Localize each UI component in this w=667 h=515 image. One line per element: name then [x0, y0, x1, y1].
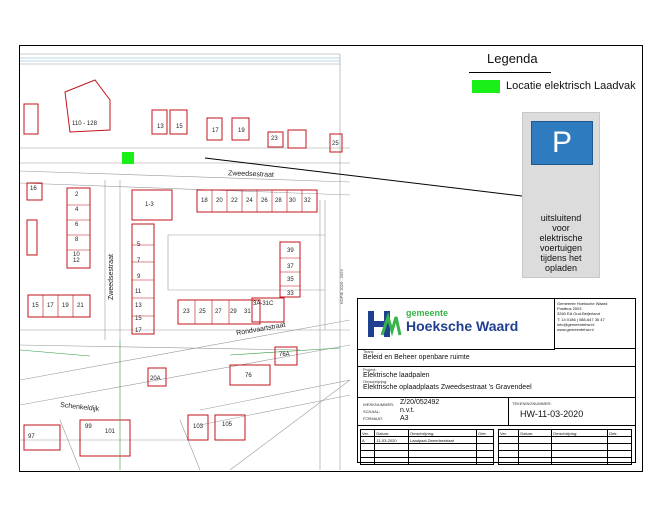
meta-row — [358, 398, 635, 426]
description-value: Elektrische oplaadplaats Zweedsestraat 's Gravendeel — [363, 384, 532, 391]
house-number: 28 — [275, 198, 282, 204]
brand-top: gemeente — [406, 308, 449, 318]
house-number: 21 — [77, 303, 84, 309]
house-number: 2 — [75, 192, 79, 198]
sign-line: opladen — [544, 263, 578, 273]
house-number: 8 — [75, 237, 79, 243]
house-number: 9 — [137, 274, 141, 280]
house-number: 7 — [137, 258, 141, 264]
house-number: 19 — [238, 128, 245, 134]
sign-line: voertuigen — [539, 243, 583, 253]
team-row — [358, 349, 635, 367]
sign-line: uitsluitend — [540, 213, 582, 223]
project-value: Elektrische laadpalen — [363, 372, 430, 379]
table-header: Datum: — [375, 430, 409, 437]
house-number: 16 — [30, 186, 37, 192]
hw-logo-icon — [362, 305, 402, 345]
table-header: Omschrijving: — [409, 430, 477, 437]
address-block — [555, 299, 635, 349]
house-number: 20 — [216, 198, 223, 204]
legend-title: Legenda — [487, 51, 538, 66]
house-number: 25 — [332, 141, 339, 147]
revision-table-right — [498, 429, 632, 465]
sign-line: elektrische — [539, 233, 583, 243]
table-cell — [477, 437, 494, 444]
parking-sign — [522, 112, 600, 278]
table-row — [499, 451, 632, 458]
house-number: 105 — [222, 422, 233, 428]
team-value: Beleid en Beheer openbare ruimte — [363, 354, 470, 361]
house-number: 27 — [215, 309, 222, 315]
house-number: 23 — [183, 309, 190, 315]
logo-area — [358, 299, 555, 350]
meta-label: SCHAAL: — [363, 409, 381, 414]
house-number: 5 — [137, 242, 141, 248]
project-row — [358, 367, 635, 398]
house-number: 17 — [47, 303, 54, 309]
charging-spot-marker — [122, 152, 134, 164]
building-outlines — [24, 80, 342, 456]
house-number: 37 — [287, 264, 294, 270]
table-row — [361, 430, 494, 437]
table-row — [499, 437, 632, 444]
house-number: 1-3 — [145, 202, 154, 208]
table-header: Ver. — [361, 430, 375, 437]
house-number: 13 — [135, 303, 142, 309]
description-caption: Omschrijving: — [363, 379, 388, 384]
meta-divider — [508, 398, 509, 426]
house-number: 29 — [230, 309, 237, 315]
house-number: 4 — [75, 207, 79, 213]
house-number: 103 — [193, 424, 204, 430]
house-number: 12 — [73, 258, 80, 264]
table-row — [361, 437, 494, 444]
house-number: 10 — [73, 252, 80, 258]
team-caption: Team: — [363, 349, 374, 354]
meta-label: FORMAAT: — [363, 416, 383, 421]
address-line: 3260 EA Oud-Beijerland — [557, 311, 600, 317]
address-line: T: 14 0186 | 088-647 36 47 — [557, 316, 605, 322]
street-name: Schenkeldijk — [59, 401, 100, 414]
address-line: Postbus 2003 — [557, 306, 582, 312]
house-number: 17 — [135, 328, 142, 334]
house-number: 11 — [135, 289, 142, 295]
house-number: 15 — [135, 316, 142, 322]
house-number: 24 — [246, 198, 253, 204]
house-number: 39 — [287, 248, 294, 254]
table-header: Omschrijving: — [552, 430, 608, 437]
house-number: 18 — [201, 198, 208, 204]
parking-p-icon: P — [531, 121, 593, 165]
sign-line: tijdens het — [540, 253, 582, 263]
house-number: 30 — [289, 198, 296, 204]
house-number: 17 — [212, 128, 219, 134]
house-number: 13 — [157, 124, 164, 130]
house-number: 23 — [271, 136, 278, 142]
project-caption: Project: — [363, 367, 377, 372]
legend-label: Locatie elektrisch Laadvak — [506, 80, 636, 92]
house-number: 15 — [176, 124, 183, 130]
table-cell: 11-03-2020 — [375, 437, 409, 444]
house-number: 31 — [244, 309, 251, 315]
street-name: Rondvaartstraat — [235, 321, 287, 338]
street-name: Zweedsestraat — [108, 254, 115, 300]
drawing-number: HW-11-03-2020 — [520, 409, 584, 419]
table-header: Getr. — [607, 430, 631, 437]
table-cell: Laadpaal Zweedsestraat — [409, 437, 477, 444]
house-number: 76A — [279, 352, 290, 358]
revision-table-left — [360, 429, 494, 465]
table-row — [499, 444, 632, 451]
side-text: KOPIE 2020 - 2023 — [339, 269, 344, 304]
title-block — [357, 298, 636, 463]
table-header: Datum: — [519, 430, 552, 437]
house-number: 20A — [150, 376, 161, 382]
table-header: Getr. — [477, 430, 494, 437]
street-name: Zweedsestraat — [227, 170, 275, 179]
house-number: 110 - 128 — [72, 121, 97, 127]
house-number: 6 — [75, 222, 79, 228]
house-number: 25 — [199, 309, 206, 315]
format: A3 — [400, 415, 409, 422]
sign-line: voor — [552, 223, 570, 233]
sign-text — [523, 213, 599, 273]
table-row — [499, 458, 632, 465]
legend-divider — [469, 72, 551, 73]
house-number: 26 — [261, 198, 268, 204]
table-row — [499, 430, 632, 437]
scale: n.v.t. — [400, 407, 415, 414]
house-number: 22 — [231, 198, 238, 204]
brand-name: Hoeksche Waard — [406, 318, 519, 334]
house-number: 15 — [32, 303, 39, 309]
address-line: info@gemeentehw.nl — [557, 321, 595, 327]
house-number: 76 — [245, 373, 252, 379]
house-number: 101 — [105, 429, 116, 435]
table-row — [361, 444, 494, 451]
house-number: 99 — [85, 424, 92, 430]
house-number: 35 — [287, 277, 294, 283]
house-number: 97 — [28, 434, 35, 440]
address-line: Gemeente Hoeksche Waard — [557, 301, 608, 306]
house-number: 3A-31C — [253, 301, 274, 307]
house-number: 33 — [287, 291, 294, 297]
table-cell: A — [361, 437, 375, 444]
table-row — [361, 451, 494, 458]
meta-label: WERKNUMMER: — [363, 402, 395, 407]
address-line: www.gemeentehw.nl — [557, 327, 594, 333]
house-number: 19 — [62, 303, 69, 309]
work-number: Z/20/052492 — [400, 399, 440, 406]
drawing-caption: TEKENINGNUMMER: — [512, 401, 552, 406]
table-header: Ver. — [499, 430, 519, 437]
legend-swatch — [472, 80, 500, 93]
table-row — [361, 458, 494, 465]
house-number: 32 — [304, 198, 311, 204]
